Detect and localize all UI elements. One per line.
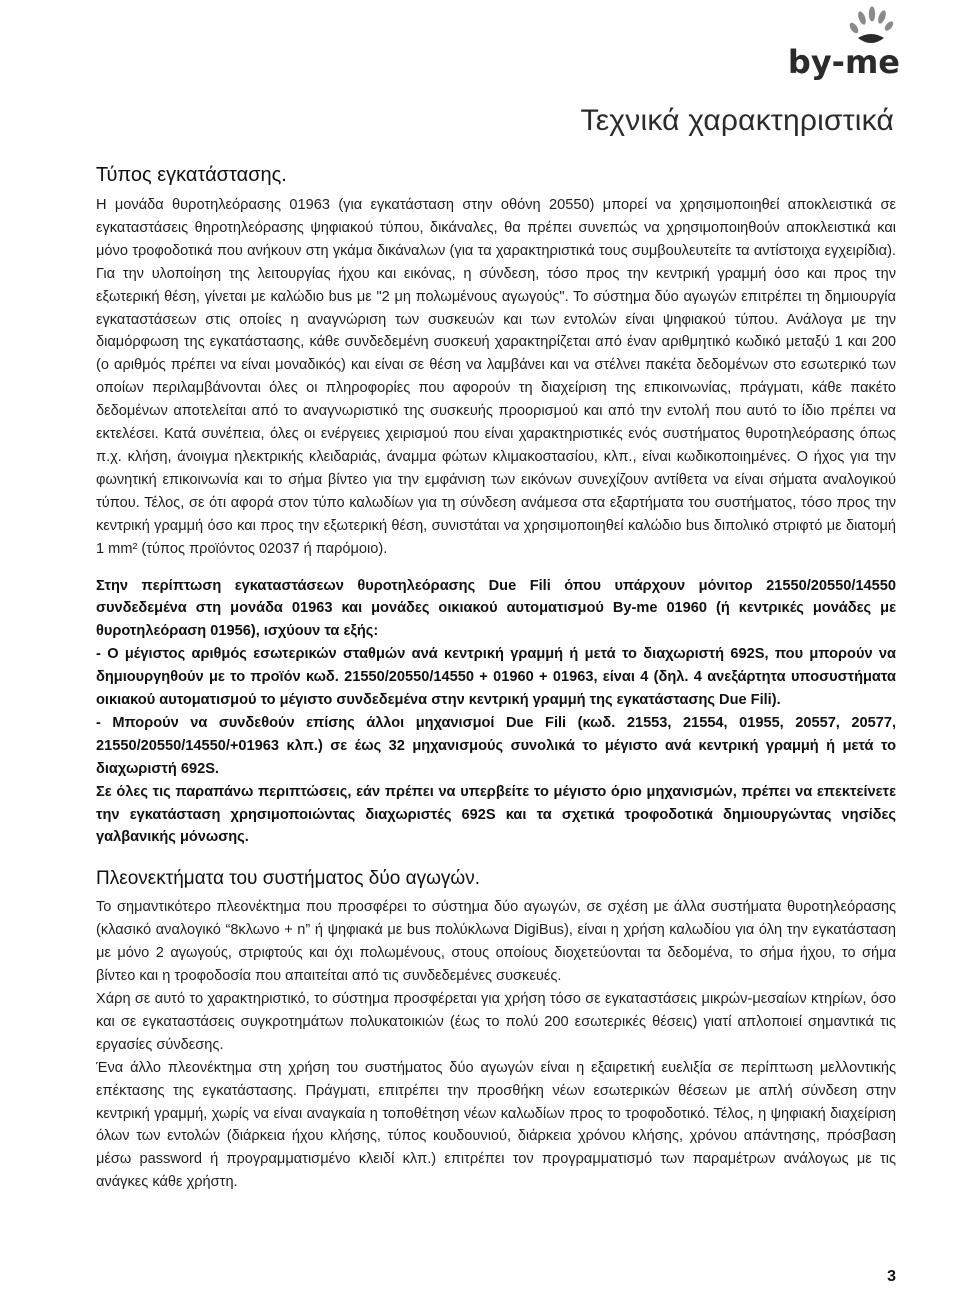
install-type-heading: Τύπος εγκατάστασης. [96, 164, 287, 186]
due-fili-closing: Σε όλες τις παραπάνω περιπτώσεις, εάν πρέπει να υπερβείτε το μέγιστο όριο μηχανισμών, πρέπει να επεκτείνετε την εγκατάσταση χρησιμοποιώντας διαχωριστές 692S και τα σχετικά τροφοδοτικά δημιουργώντας νησίδες γαλβανικής μόνωσης. [96, 783, 896, 846]
advantages-paragraph-1: Το σημαντικότερο πλεονέκτημα που προσφέρει το σύστημα δύο αγωγών, σε σχέση με άλλα συστήματα θυροτηλεόρασης (κλασικό αναλογικό “8κλωνο + n” ή ψηφιακά με bus πολύκλωνα DigiBus), είναι η χρήση καλωδίου για όλη την εγκατάσταση με μόνο 2 αγωγούς, στριφτούς και όχι πολωμένους, στους οποίους διοχετεύονται τα δεδομένα, το σήμα ήχου, το σήμα βίντεο και η τροφοδοσία που απαιτείται από τις συνδεδεμένες συσκευές. [96, 899, 896, 985]
main-content [96, 164, 896, 1194]
hand-icon [840, 4, 900, 48]
due-fili-intro: Στην περίπτωση εγκαταστάσεων θυροτηλεόρασης Due Fili όπου υπάρχουν μόνιτορ 21550/20550/14550 συνδεδεμένα στη μονάδα 01963 και μονάδες οικιακού αυτοματισμού By-me 01960 (ή κεντρικές μονάδες με θυροτηλεόραση 01956), ισχύουν τα εξής: [96, 577, 896, 640]
install-type-paragraph: Η μονάδα θυροτηλεόρασης 01963 (για εγκατάσταση στην οθόνη 20550) μπορεί να χρησιμοποιηθεί αποκλειστικά σε εγκαταστάσεις θηροτηλεόρασης ψηφιακού τύπου, δικάναλες, θα πρέπει συνεπώς να χρησιμοποιηθούν αποκλειστικά και μόνο τροφοδοτικά που ανήκουν στη γκάμα δικάναλων (για τα χαρακτηριστικά τους συμβουλευτείτε τα αντίστοιχα εγχειρίδια). Για την υλοποίηση της λειτουργίας ήχου και εικόνας, η σύνδεση, τόσο προς την κεντρική γραμμή όσο και προς την εξωτερική θέση, γίνεται με καλώδιο bus με "2 μη πολωμένους αγωγούς". Το σύστημα δύο αγωγών επιτρέπει τη δημιουργία εγκαταστάσεων στις οποίες η αναγνώριση των συσκευών και των εντολών είναι ψηφιακού τύπου. Ανάλογα με την διαμόρφωση της εγκατάστασης, κάθε συνδεδεμένη συσκευή χαρακτηρίζεται από έναν αριθμητικό κωδικό μεταξύ 1 και 200 (ο αριθμός πρέπει να είναι μοναδικός) και είναι σε θέση να λαμβάνει και να στέλνει πακέτα δεδομένων στο εσωτερικό των οποίων περιλαμβάνονται όλες οι πληροφορίες που αφορούν τη διαχείριση της επικοινωνίας, πράγματι, κάθε πακέτο δεδομένων αποτελείται από το αναγνωριστικό της συσκευής προορισμού και από την εντολή που αυτό το ίδιο πρέπει να εκτελέσει. Κατά συνέπεια, όλες οι ενέργειες χειρισμού που είναι χαρακτηριστικές ενός συστήματος θυροτηλεόρασης όπως π.χ. κλήση, άνοιγμα ηλεκτρικής κλειδαριάς, άναμμα φώτων κλιμακοστασίου, κλπ., είναι κωδικοποιημένες. Ο ήχος για την φωνητική επικοινωνία και το σήμα βίντεο για την εμφάνιση των εικόνων συνεχίζουν αντίθετα να είναι σήματα αναλογικού τύπου. Τέλος, σε ότι αφορά στον τύπο καλωδίων για τη σύνδεση ανάμεσα στα εξαρτήματα του συστήματος, τόσο προς την κεντρική γραμμή όσο και προς την εξωτερική θέση, συνιστάται να χρησιμοποιηθεί καλώδιο bus διπολικό στριφτό με διατομή 1 mm² (τύπος προϊόντος 02037 ή παρόμοιο). [96, 197, 896, 557]
page-number: 3 [887, 1268, 896, 1285]
advantages-heading: Πλεονεκτήματα του συστήματος δύο αγωγών. [96, 868, 481, 890]
page-title: Τεχνικά χαρακτηριστικά [580, 104, 894, 137]
brand-logo [770, 4, 900, 84]
due-fili-item-1: - Ο μέγιστος αριθμός εσωτερικών σταθμών ανά κεντρική γραμμή ή μετά το διαχωριστή 692S, που μπορούν να δημιουργηθούν με το προϊόν κωδ. 21550/20550/14550 + 01960 + 01963, είναι 4 (δηλ. 4 ανεξάρτητα υποσυστήματα οικιακού αυτοματισμού το μέγιστο συνδεδεμένα στην κεντρική γραμμή της εγκατάστασης Due Fili). [96, 646, 896, 709]
advantages-paragraph-3: Ένα άλλο πλεονέκτημα στη χρήση του συστήματος δύο αγωγών είναι η εξαιρετική ευελιξία σε περίπτωση μελλοντικής επέκτασης της εγκατάστασης. Πράγματι, επιτρέπει την προσθήκη νέων εσωτερικών θέσεων με απλή σύνδεση στην κεντρική γραμμή, χωρίς να είναι αναγκαία η τοποθέτηση νέων καλωδίων προς το τροφοδοτικό. Τέλος, η ψηφιακή διαχείριση όλων των εντολών (διάρκεια ήχου κλήσης, τύπος κουδουνιού, διάρκεια χρόνου κλήσης, χρόνου απάντησης, πρόσβαση μέσω password ή προγραμματισμένο κλειδί κλπ.) επιτρέπει τον προγραμματισμό των παραμέτρων ανάλογως με τις ανάγκες κάθε χρήστη. [96, 1059, 896, 1191]
due-fili-item-2: - Μπορούν να συνδεθούν επίσης άλλοι μηχανισμοί Due Fili (κωδ. 21553, 21554, 01955, 20557, 20577, 21550/20550/14550/+01963 κλπ.) σε έως 32 μηχανισμούς συνολικά το μέγιστο ανά κεντρική γραμμή ή μετά το διαχωριστή 692S. [96, 714, 896, 777]
logo-wordmark: by-me [787, 43, 900, 81]
due-fili-notes [96, 575, 896, 850]
advantages-paragraph-2: Χάρη σε αυτό το χαρακτηριστικό, το σύστημα προσφέρεται για χρήση τόσο σε εγκαταστάσεις μικρών-μεσαίων κτηρίων, όσο και σε εγκαταστάσεις συγκροτημάτων πολυκατοικιών (έως το πολύ 200 εσωτερικές θέσεις) γιατί απλοποιεί σημαντικά τις εργασίες σύνδεσης. [96, 991, 896, 1053]
